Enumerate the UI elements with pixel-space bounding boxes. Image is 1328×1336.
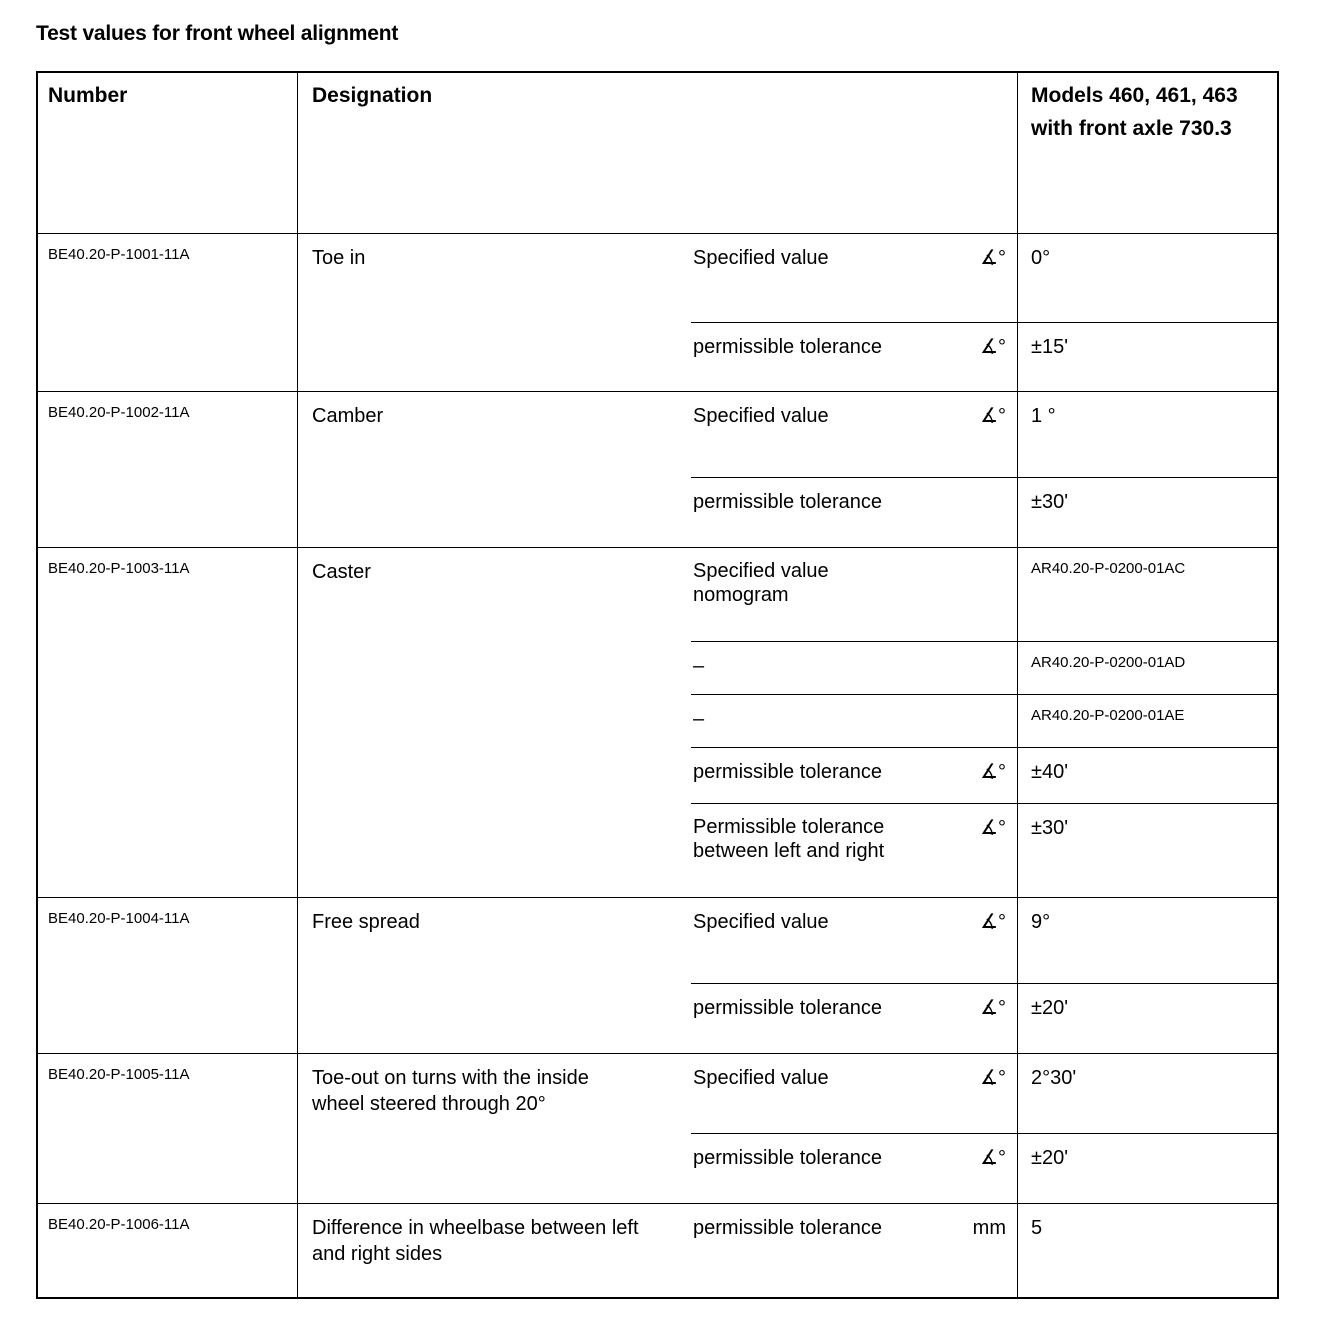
row-divider bbox=[691, 1133, 1279, 1134]
column-divider bbox=[297, 73, 298, 1297]
reference-link[interactable]: AR40.20-P-0200-01AE bbox=[1031, 707, 1185, 724]
spec-value: 5 bbox=[1031, 1217, 1043, 1239]
value-label: Specified value bbox=[693, 405, 829, 427]
value-label: Specified value bbox=[693, 1067, 829, 1089]
designation: Toe-out on turns with the inside wheel steered through 20° bbox=[312, 1067, 589, 1115]
value-label: permissible tolerance bbox=[693, 997, 882, 1019]
value-label: – bbox=[693, 708, 705, 730]
value-label: permissible tolerance bbox=[693, 1217, 882, 1239]
header-models: Models 460, 461, 463 with front axle 730.3 bbox=[1031, 84, 1238, 140]
page-title: Test values for front wheel alignment bbox=[36, 22, 399, 45]
value-label: permissible tolerance bbox=[693, 761, 882, 783]
value-label: Specified value bbox=[693, 911, 829, 933]
header-number: Number bbox=[48, 84, 128, 107]
spec-value: ±20' bbox=[1031, 997, 1069, 1019]
header-designation: Designation bbox=[312, 84, 433, 107]
angle-degree-icon: ∡° bbox=[980, 911, 1006, 933]
value-label: permissible tolerance bbox=[693, 1147, 882, 1169]
value-label: Specified value bbox=[693, 247, 829, 269]
designation: Caster bbox=[312, 561, 371, 583]
alignment-table bbox=[36, 71, 1279, 1299]
angle-degree-icon: ∡° bbox=[980, 247, 1006, 269]
part-number: BE40.20-P-1005-11A bbox=[48, 1066, 190, 1083]
angle-degree-icon: ∡° bbox=[980, 997, 1006, 1019]
group-divider bbox=[38, 897, 1277, 898]
row-divider bbox=[691, 322, 1279, 323]
group-divider bbox=[38, 547, 1277, 548]
spec-value: 0° bbox=[1031, 247, 1051, 269]
spec-value: 2°30' bbox=[1031, 1067, 1077, 1089]
part-number: BE40.20-P-1003-11A bbox=[48, 560, 190, 577]
angle-degree-icon: ∡° bbox=[980, 336, 1006, 358]
column-divider bbox=[1017, 73, 1018, 1297]
group-divider bbox=[38, 1053, 1277, 1054]
row-divider bbox=[691, 983, 1279, 984]
spec-value: ±40' bbox=[1031, 761, 1069, 783]
row-divider bbox=[691, 747, 1279, 748]
row-divider bbox=[691, 641, 1279, 642]
angle-degree-icon: ∡° bbox=[980, 817, 1006, 839]
spec-value: 9° bbox=[1031, 911, 1051, 933]
part-number: BE40.20-P-1004-11A bbox=[48, 910, 190, 927]
angle-degree-icon: ∡° bbox=[980, 1147, 1006, 1169]
angle-degree-icon: ∡° bbox=[980, 405, 1006, 427]
part-number: BE40.20-P-1002-11A bbox=[48, 404, 190, 421]
group-divider bbox=[38, 233, 1277, 234]
spec-value: 1 ° bbox=[1031, 405, 1056, 427]
group-divider bbox=[38, 1203, 1277, 1204]
value-label: Specified value nomogram bbox=[693, 560, 829, 606]
row-divider bbox=[691, 477, 1279, 478]
part-number: BE40.20-P-1001-11A bbox=[48, 246, 190, 263]
designation: Toe in bbox=[312, 247, 366, 269]
angle-degree-icon: ∡° bbox=[980, 1067, 1006, 1089]
designation: Difference in wheelbase between left and right sides bbox=[312, 1217, 639, 1265]
unit-label: mm bbox=[972, 1217, 1006, 1239]
value-label: permissible tolerance bbox=[693, 336, 882, 358]
designation: Free spread bbox=[312, 911, 420, 933]
value-label: Permissible tolerance between left and right bbox=[693, 816, 885, 862]
group-divider bbox=[38, 391, 1277, 392]
value-label: permissible tolerance bbox=[693, 491, 882, 513]
row-divider bbox=[691, 694, 1279, 695]
spec-value: ±30' bbox=[1031, 491, 1069, 513]
designation: Camber bbox=[312, 405, 384, 427]
reference-link[interactable]: AR40.20-P-0200-01AD bbox=[1031, 654, 1186, 671]
value-label: – bbox=[693, 655, 705, 677]
spec-value: ±30' bbox=[1031, 817, 1069, 839]
reference-link[interactable]: AR40.20-P-0200-01AC bbox=[1031, 560, 1186, 577]
spec-value: ±15' bbox=[1031, 336, 1069, 358]
angle-degree-icon: ∡° bbox=[980, 761, 1006, 783]
spec-value: ±20' bbox=[1031, 1147, 1069, 1169]
row-divider bbox=[691, 803, 1279, 804]
part-number: BE40.20-P-1006-11A bbox=[48, 1216, 190, 1233]
